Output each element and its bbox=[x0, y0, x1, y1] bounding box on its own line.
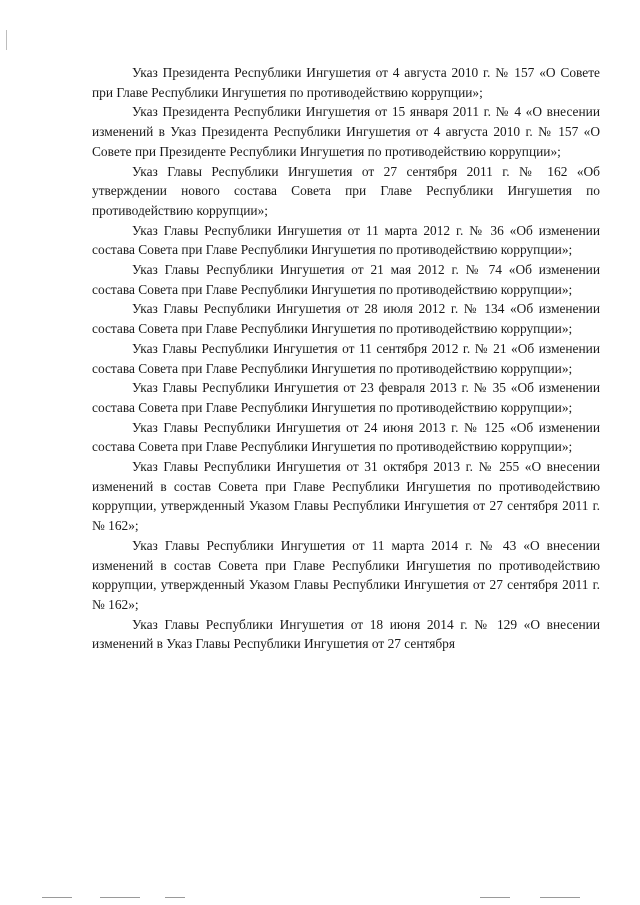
scan-artifact-line bbox=[540, 897, 580, 898]
decree-paragraph: Указ Главы Республики Ингушетия от 11 марта 2012 г. № 36 «Об изменении состава Совета при Главе Республики Ингушетия по противодействию коррупции»; bbox=[92, 222, 600, 258]
decree-paragraph: Указ Главы Республики Ингушетия от 11 марта 2014 г. № 43 «О внесении изменений в состав Совета при Главе Республики Ингушетия по противодействию коррупции, утвержденный Указом Главы Республики Ингушетия от 27 сентября 2011 г. № 162»; bbox=[92, 537, 600, 612]
decree-paragraph: Указ Президента Республики Ингушетия от 4 августа 2010 г. № 157 «О Совете при Главе Республики Ингушетия по противодействию коррупции»; bbox=[92, 65, 600, 100]
scan-artifact-line bbox=[42, 897, 72, 898]
scan-bottom-artifacts bbox=[0, 891, 640, 905]
decree-paragraph: Указ Главы Республики Ингушетия от 28 июля 2012 г. № 134 «Об изменении состава Совета при Главе Республики Ингушетия по противодействию коррупции»; bbox=[92, 301, 600, 337]
decree-paragraph: Указ Главы Республики Ингушетия от 23 февраля 2013 г. № 35 «Об изменении состава Совета при Главе Республики Ингушетия по противодействию коррупции»; bbox=[92, 380, 600, 415]
decree-paragraph: Указ Главы Республики Ингушетия от 21 мая 2012 г. № 74 «Об изменении состава Совета при Главе Республики Ингушетия по противодействию коррупции»; bbox=[92, 262, 600, 297]
scan-edge-mark bbox=[6, 30, 7, 50]
decree-paragraph: Указ Главы Республики Ингушетия от 11 сентября 2012 г. № 21 «Об изменении состава Совета при Главе Республики Ингушетия по противодействию коррупции»; bbox=[92, 340, 600, 376]
scan-artifact-line bbox=[165, 897, 185, 898]
scan-artifact-line bbox=[100, 897, 140, 898]
scan-artifact-line bbox=[480, 897, 510, 898]
decree-paragraph: Указ Главы Республики Ингушетия от 27 сентября 2011 г. № 162 «Об утверждении нового состава Совета при Главе Республики Ингушетия по противодействию коррупции»; bbox=[92, 163, 600, 218]
decree-paragraph: Указ Главы Республики Ингушетия от 18 июня 2014 г. № 129 «О внесении изменений в Указ Главы Республики Ингушетия от 27 сентября bbox=[92, 616, 600, 652]
document-body bbox=[92, 63, 600, 654]
decree-paragraph: Указ Президента Республики Ингушетия от 15 января 2011 г. № 4 «О внесении изменений в Указ Президента Республики Ингушетия от 4 августа 2010 г. № 157 «О Совете при Президенте Республики Ингушетия по противодействию коррупции»; bbox=[92, 104, 600, 159]
decree-paragraph: Указ Главы Республики Ингушетия от 31 октября 2013 г. № 255 «О внесении изменений в состав Совета при Главе Республики Ингушетия по противодействию коррупции, утвержденный Указом Главы Республики Ингушетия от 27 сентября 2011 г. № 162»; bbox=[92, 459, 600, 534]
decree-paragraph: Указ Главы Республики Ингушетия от 24 июня 2013 г. № 125 «Об изменении состава Совета при Главе Республики Ингушетия по противодействию коррупции»; bbox=[92, 419, 600, 455]
